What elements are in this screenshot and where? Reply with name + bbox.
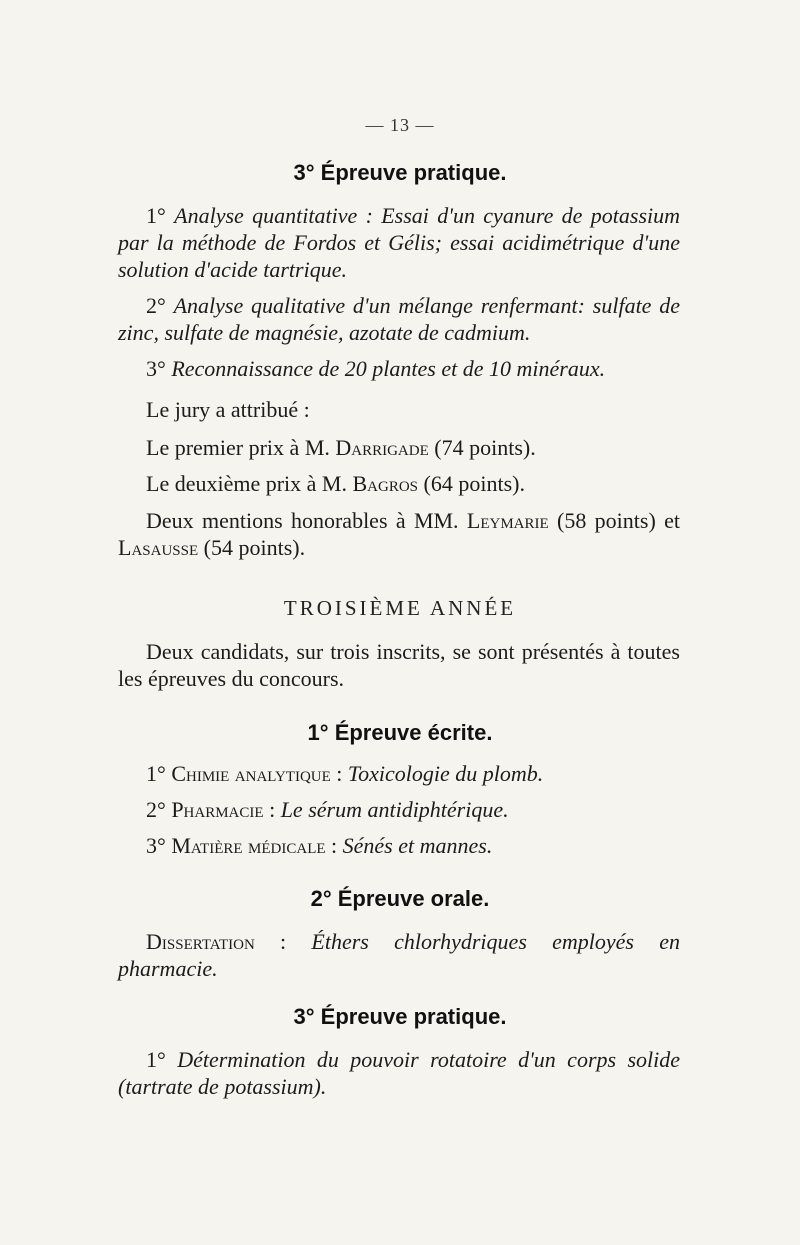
dissertation-label: Dissertation	[146, 929, 255, 954]
item-recognition	[118, 355, 680, 382]
item-number: 2°	[146, 293, 166, 318]
dissertation-text: Éthers chlorhydriques employés en pharmacie.	[118, 929, 680, 981]
mentions-points-2: (54 points).	[198, 535, 306, 560]
item-text: Détermination du pouvoir rotatoire d'un corps solide (tartrate de potassium).	[118, 1047, 680, 1099]
written-item-2	[118, 796, 680, 823]
heading-oral-exam: 2° Épreuve orale.	[310, 886, 490, 911]
separator: :	[254, 929, 312, 954]
mentions-text: Deux mentions honorables à MM.	[146, 508, 467, 533]
prize-points: (64 points).	[418, 471, 525, 496]
item-number: 2°	[146, 797, 166, 822]
mention-name-1: Leymarie	[466, 508, 549, 533]
mention-name-2: Lasausse	[118, 535, 199, 560]
item-quantitative-analysis	[118, 202, 680, 283]
prize-points: (74 points).	[428, 435, 536, 460]
item-qualitative-analysis	[118, 292, 680, 346]
subject-label: Matière médicale	[171, 833, 326, 858]
first-prize-line	[118, 434, 680, 461]
jury-line: Le jury a attribué :	[146, 397, 310, 422]
heading-written-exam: 1° Épreuve écrite.	[307, 720, 493, 745]
item-text: Essai d'un cyanure de potassium par la méthode de Fordos et Gélis; essai acidimétrique d'une solution d'acide tartrique.	[118, 203, 681, 282]
item-number: 3°	[146, 356, 166, 381]
item-title: Analyse quantitative :	[174, 203, 382, 228]
page-number: — 13 —	[365, 115, 435, 135]
written-item-1	[118, 760, 680, 787]
item-title: Analyse qualitative d'un mélange renfermant:	[173, 293, 593, 318]
separator: :	[325, 833, 343, 858]
subject-label: Pharmacie	[171, 797, 264, 822]
dissertation-paragraph	[118, 928, 680, 982]
second-prize-line	[118, 470, 680, 497]
section-title-third-year: TROISIÈME ANNÉE	[283, 596, 517, 620]
topic-text: Le sérum antidiphtérique.	[280, 797, 509, 822]
separator: :	[263, 797, 281, 822]
item-text: sulfate de zinc, sulfate de magnésie, azotate de cadmium.	[118, 293, 680, 345]
prize-text: Le deuxième prix à M.	[146, 471, 353, 496]
candidates-paragraph: Deux candidats, sur trois inscrits, se sont présentés à toutes les épreuves du concours.	[118, 639, 680, 691]
item-number: 3°	[146, 833, 166, 858]
item-number: 1°	[146, 203, 166, 228]
topic-text: Toxicologie du plomb.	[347, 761, 544, 786]
separator: :	[330, 761, 348, 786]
prize-text: Le premier prix à M.	[146, 435, 336, 460]
topic-text: Sénés et mannes.	[342, 833, 493, 858]
subject-label: Chimie analytique	[171, 761, 331, 786]
heading-practical-exam-second: 3° Épreuve pratique.	[293, 1004, 507, 1029]
item-text: Reconnaissance de 20 plantes et de 10 minéraux.	[171, 356, 606, 381]
written-item-3	[118, 832, 680, 859]
item-number: 1°	[146, 1047, 166, 1072]
laureate-name: Darrigade	[335, 435, 429, 460]
mentions-points-1: (58 points) et	[548, 508, 680, 533]
final-practical-item	[118, 1046, 680, 1100]
laureate-name: Bagros	[352, 471, 419, 496]
heading-practical-exam-first: 3° Épreuve pratique.	[293, 160, 507, 185]
honorable-mentions	[118, 507, 680, 561]
item-number: 1°	[146, 761, 166, 786]
